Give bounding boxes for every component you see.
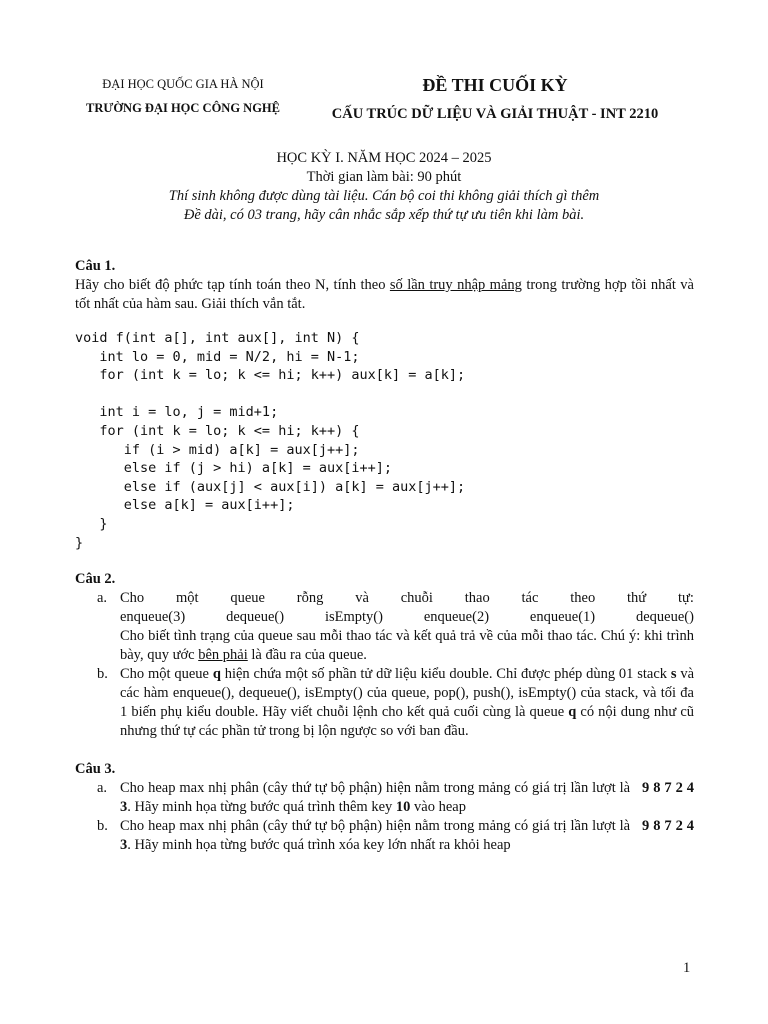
q3a-text-part: . Hãy minh họa từng bước quá trình thêm key [127,799,396,816]
part-marker: b. [97,666,108,683]
question-2b [97,665,695,741]
q1-text-part: trong trường hợp tồi nhất và tốt nhất của hàm sau. Giải thích vắn tắt. [75,277,694,312]
question-2-title: Câu 2. [75,571,116,588]
part-marker: b. [97,818,108,835]
stack-var: s [670,666,677,683]
university-block [58,72,308,120]
q2b-text-part: hiện chứa một số phần tử dữ liệu kiểu double. Chỉ được phép dùng 01 stack [220,666,671,683]
q2a-text-part: Cho biết tình trạng của queue sau mỗi thao tác và kết quả trả về của mỗi thao tác. Chú ý: khi trình bày, quy ước [120,628,694,664]
exam-meta [60,149,708,225]
word: thứ [627,590,647,607]
university-name: ĐẠI HỌC QUỐC GIA HÀ NỘI [102,77,264,91]
school-name: TRƯỜNG ĐẠI HỌC CÔNG NGHỆ [86,101,280,115]
queue-var: q [568,704,577,721]
question-1 [75,257,694,552]
word: tác [521,590,539,607]
q2b-text-part: và các hàm enqueue(), dequeue(), isEmpty() của queue, pop(), push(), isEmpty() của stack, và tối đa 1 biến phụ kiểu double. Hãy viết chuỗi lệnh cho kết quả cuối cùng là queue [120,666,695,721]
q2a-underlined-phrase: bên phải [198,647,248,664]
code-block: void f(int a[], int aux[], int N) { int lo = 0, mid = N/2, hi = N-1; for (int k = lo; k <= hi; k++) aux[k] = a[k]; int i = lo, j = mid+1; for (int k = lo; k <= hi; k++) { if (i > mid) a[k] = aux[j++]; else if (j > hi) a[k] = aux[i++]; else if (aux[j] < aux[i]) a[k] = aux[j++]; else a[k] = aux[i++]; } } [75,330,466,551]
question-3a [97,779,695,817]
q2a-instructions [120,627,694,665]
word: rỗng [296,590,324,607]
word: queue [230,590,265,607]
q2b-text-part: Cho một queue [120,666,213,683]
q2a-text-part: là đầu ra của queue. [247,647,367,664]
operation: enqueue(1) [529,609,596,626]
q3a-text [120,779,694,817]
course-title: CẤU TRÚC DỮ LIỆU VÀ GIẢI THUẬT - INT 2210 [331,106,659,122]
page-number: 1 [683,960,691,976]
operation: enqueue(2) [423,609,490,626]
rule-note-2: Đề dài, có 03 trang, hãy cân nhắc sắp xếp thứ tự ưu tiên khi làm bài. [183,207,585,223]
operation: dequeue() [636,609,694,626]
question-1-title: Câu 1. [75,258,116,274]
q3b-text-part: . Hãy minh họa từng bước quá trình xóa key lớn nhất ra khỏi heap [127,837,511,854]
queue-var: q [212,666,221,683]
heap-array: 9 8 7 2 4 3 [120,780,695,816]
word: chuỗi [400,590,433,607]
question-3b [97,817,695,855]
q3b-text [120,817,694,855]
semester: HỌC KỲ I. NĂM HỌC 2024 – 2025 [276,150,492,166]
q3a-text-part: vào heap [410,799,466,816]
word: Cho [120,590,145,607]
heap-key: 10 [395,799,411,816]
exam-header [300,72,690,126]
q2a-line-1 [120,589,694,608]
question-2 [75,570,694,741]
heap-array: 9 8 7 2 4 3 [120,818,695,854]
operation: isEmpty() [324,609,383,626]
q3b-text-part: Cho heap max nhị phân (cây thứ tự bộ phận) hiện nằm trong mảng có giá trị lần lượt là [120,818,635,835]
question-2-parts [75,589,694,741]
question-3-title: Câu 3. [75,761,116,778]
word: tự: [677,590,694,607]
duration: Thời gian làm bài: 90 phút [306,169,462,185]
question-1-text [75,276,694,314]
q1-text-part: Hãy cho biết độ phức tạp tính toán theo N, tính theo [75,277,390,293]
q1-underlined-phrase: số lần truy nhập mảng [389,277,522,293]
q2a-operations [120,608,694,627]
question-3-parts [75,779,694,855]
word: theo [570,590,596,607]
operation: enqueue(3) [120,609,186,626]
part-marker: a. [97,780,108,797]
word: thao [464,590,490,607]
operation: dequeue() [226,609,285,626]
q2b-text-part: có nội dung như cũ nhưng thứ tự các phần tử trong bị lộn ngược so với ban đầu. [120,704,695,740]
q3a-text-part: Cho heap max nhị phân (cây thứ tự bộ phận) hiện nằm trong mảng có giá trị lần lượt là [120,780,635,797]
word: một [175,590,199,607]
exam-title: ĐỀ THI CUỐI KỲ [422,75,568,95]
rule-note-1: Thí sinh không được dùng tài liệu. Cán bộ coi thi không giải thích gì thêm [168,188,600,204]
word: và [355,590,369,607]
q2b-text [120,665,694,741]
part-marker: a. [97,590,108,607]
question-3 [75,760,694,855]
question-2a [97,589,694,665]
exam-content [75,257,694,855]
